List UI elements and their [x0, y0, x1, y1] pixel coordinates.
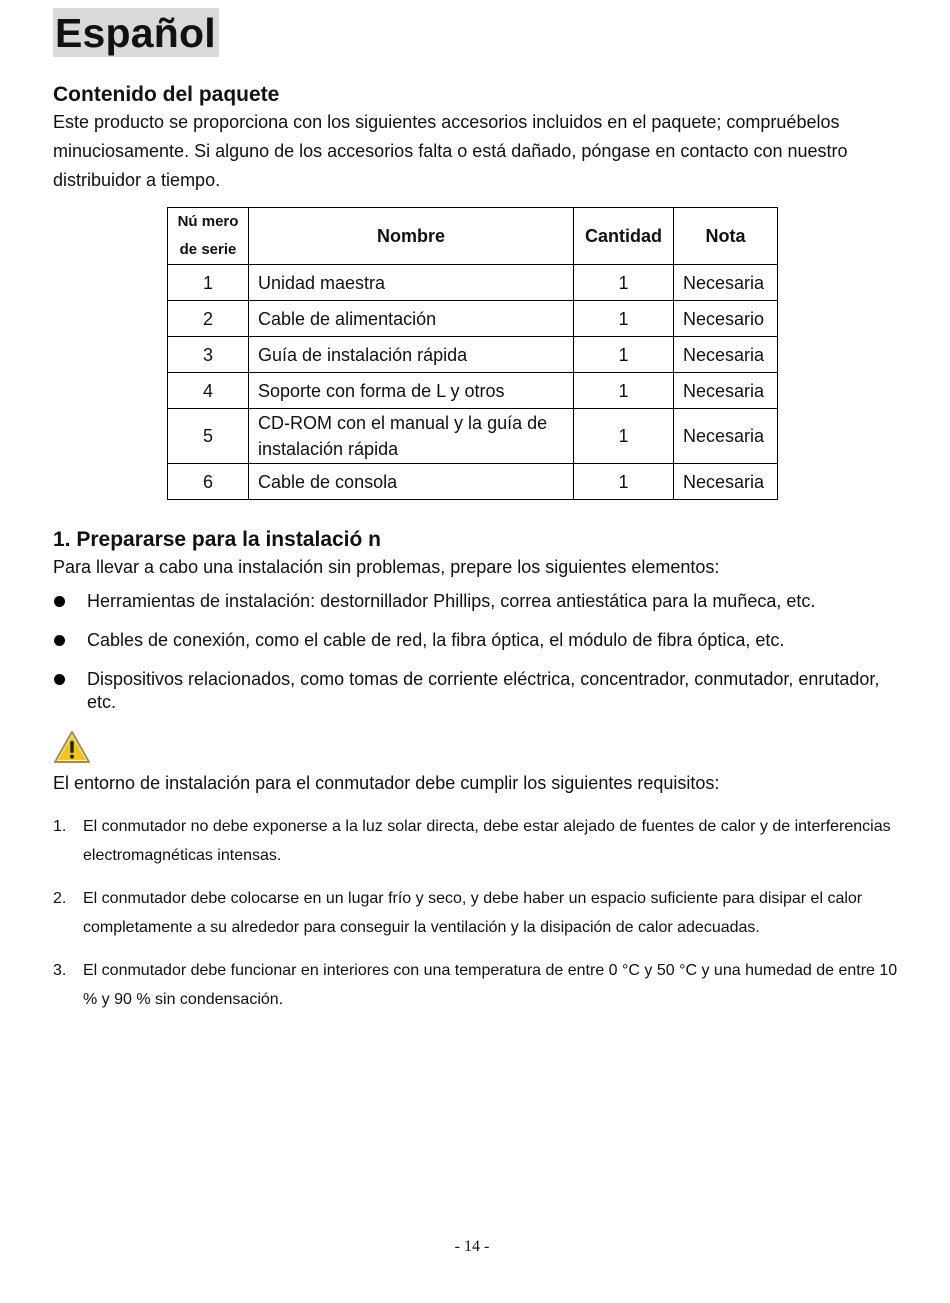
cell-name: Guía de instalación rápida	[249, 337, 574, 373]
cell-quantity: 1	[574, 337, 674, 373]
list-item-text: Cables de conexión, como el cable de red, la fibra óptica, el módulo de fibra óptica, etc.	[87, 630, 785, 650]
header-serial-line2: de serie	[179, 241, 237, 258]
cell-note: Necesaria	[674, 337, 778, 373]
list-item	[53, 956, 898, 1014]
preparation-heading: 1. Prepararse para la instalació n	[53, 528, 382, 551]
document-page	[53, 8, 898, 1028]
header-note: Nota	[674, 208, 778, 265]
list-item	[53, 629, 898, 652]
header-serial-number	[168, 208, 249, 265]
cell-name: Cable de consola	[249, 464, 574, 500]
header-quantity: Cantidad	[574, 208, 674, 265]
list-item	[53, 590, 898, 613]
cell-number: 4	[168, 373, 249, 409]
preparation-intro: Para llevar a cabo una instalación sin problemas, prepare los siguientes elementos:	[53, 557, 720, 577]
table-row	[168, 409, 778, 464]
cell-quantity: 1	[574, 373, 674, 409]
header-name: Nombre	[249, 208, 574, 265]
table-row	[168, 464, 778, 500]
warning-triangle-icon	[53, 730, 91, 764]
cell-name: Cable de alimentación	[249, 301, 574, 337]
language-title: Español	[53, 8, 219, 57]
bullet-icon	[54, 596, 65, 607]
cell-note: Necesaria	[674, 409, 778, 464]
cell-quantity: 1	[574, 301, 674, 337]
cell-number: 3	[168, 337, 249, 373]
cell-quantity: 1	[574, 265, 674, 301]
table-row	[168, 265, 778, 301]
cell-number: 1	[168, 265, 249, 301]
list-item-number: 2.	[53, 890, 67, 907]
cell-note: Necesaria	[674, 373, 778, 409]
cell-note: Necesaria	[674, 464, 778, 500]
requirements-list	[53, 812, 898, 1014]
preparation-list	[53, 590, 898, 714]
package-intro: Este producto se proporciona con los siguientes accesorios incluidos en el paquete; compruébelos minuciosamente. Si alguno de los accesorios falta o está dañado, póngase en contacto con nuestro distribuidor a tiempo.	[53, 112, 848, 190]
table-row	[168, 301, 778, 337]
list-item-text: El conmutador debe colocarse en un lugar frío y seco, y debe haber un espacio suficiente para disipar el calor completamente a su alrededor para conseguir la ventilación y la disipación de calor adecuadas.	[83, 890, 863, 936]
list-item-text: Dispositivos relacionados, como tomas de corriente eléctrica, concentrador, conmutador, enrutador, etc.	[87, 669, 880, 712]
cell-name: Soporte con forma de L y otros	[249, 373, 574, 409]
table-row	[168, 337, 778, 373]
cell-number: 6	[168, 464, 249, 500]
environment-intro: El entorno de instalación para el conmutador debe cumplir los siguientes requisitos:	[53, 773, 720, 793]
list-item-number: 3.	[53, 962, 67, 979]
package-heading: Contenido del paquete	[53, 83, 280, 106]
package-contents-table	[167, 207, 778, 500]
bullet-icon	[54, 635, 65, 646]
list-item-text: El conmutador debe funcionar en interiores con una temperatura de entre 0 °C y 50 °C y una humedad de entre 10 % y 90 % sin condensación.	[83, 962, 898, 1008]
list-item-text: Herramientas de instalación: destornillador Phillips, correa antiestática para la muñeca, etc.	[87, 591, 816, 611]
header-serial-line1: Nú mero	[177, 213, 239, 230]
list-item-number: 1.	[53, 818, 67, 835]
cell-name: Unidad maestra	[249, 265, 574, 301]
cell-quantity: 1	[574, 409, 674, 464]
cell-name: CD-ROM con el manual y la guía de instalación rápida	[249, 409, 574, 464]
list-item-text: El conmutador no debe exponerse a la luz solar directa, debe estar alejado de fuentes de calor y de interferencias electromagnéticas intensas.	[83, 818, 891, 864]
list-item	[53, 884, 898, 942]
page-number: - 14 -	[454, 1238, 490, 1255]
cell-note: Necesaria	[674, 265, 778, 301]
bullet-icon	[54, 674, 65, 685]
cell-quantity: 1	[574, 464, 674, 500]
cell-number: 5	[168, 409, 249, 464]
cell-number: 2	[168, 301, 249, 337]
list-item	[53, 668, 898, 714]
cell-note: Necesario	[674, 301, 778, 337]
list-item	[53, 812, 898, 870]
table-header-row	[168, 208, 778, 265]
table-row	[168, 373, 778, 409]
